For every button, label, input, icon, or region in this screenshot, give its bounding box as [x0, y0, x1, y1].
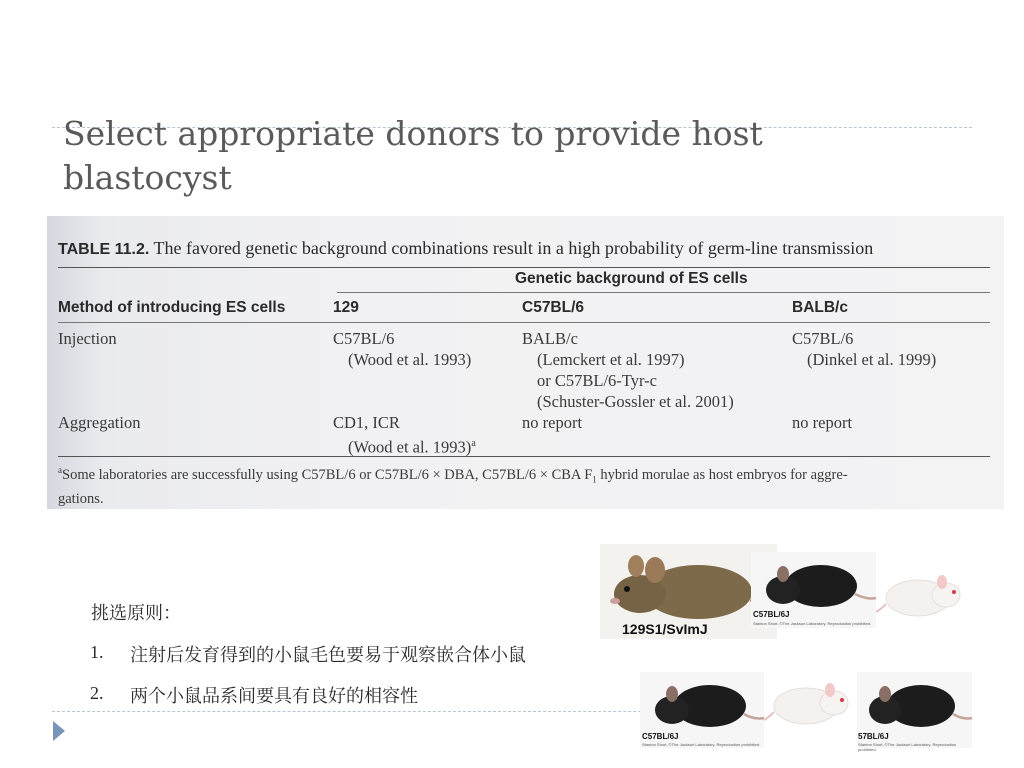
- table-cell: C57BL/6: [792, 329, 854, 348]
- principle-number: 2.: [90, 683, 104, 703]
- table-group-header: Genetic background of ES cells: [515, 270, 748, 287]
- mouse-photo-b6-bottom-left: [640, 672, 764, 748]
- principles-heading: 挑选原则：: [91, 603, 181, 624]
- table-cell: no report: [522, 413, 583, 432]
- table-cell: no report: [792, 413, 853, 432]
- mouse-photo-albino-top: [876, 568, 969, 628]
- table-cell-text: (Wood et al. 1993): [348, 437, 472, 457]
- footnote-subscript: 1: [592, 474, 597, 485]
- table-method-injection: Injection: [58, 329, 117, 348]
- footnote-marker: a: [471, 438, 476, 449]
- mouse-photo-b6-top: [751, 552, 876, 628]
- footnote-marker: a: [58, 465, 62, 475]
- principle-number: 1.: [90, 642, 104, 662]
- table-cell: CD1, ICR: [333, 413, 400, 432]
- mouse-photo-b6-bottom-right: [857, 672, 972, 752]
- table-method-aggregation: Aggregation: [58, 413, 141, 432]
- table-top-rule: [58, 267, 990, 268]
- footnote-text-line2: gations.: [58, 490, 104, 507]
- mouse-photo-albino-bottom: [764, 676, 857, 736]
- photo-credit: Stanton Short, ©The Jackson Laboratory. Reproduction prohibited.: [642, 742, 761, 747]
- table-figure: [47, 216, 1004, 509]
- principle-text: 注射后发育得到的小鼠毛色要易于观察嵌合体小鼠: [130, 645, 526, 666]
- slide-title: Select appropriate donors to provide host blastocyst: [63, 114, 763, 197]
- table-cell: (Wood et al. 1993): [348, 350, 472, 369]
- table-caption-text: The favored genetic background combinations result in a high probability of germ-line transmission: [153, 238, 874, 258]
- photo-credit: Stanton Short, ©The Jackson Laboratory. Reproduction prohibited.: [753, 621, 872, 626]
- table-caption: [58, 238, 873, 259]
- white-mouse-icon: [876, 568, 969, 628]
- table-col-balbc: BALB/c: [792, 299, 848, 316]
- table-col-c57bl6: C57BL/6: [522, 299, 585, 316]
- photo-label: C57BL/6J: [753, 610, 790, 619]
- table-row-header: Method of introducing ES cells: [58, 299, 286, 316]
- table-cell: or C57BL/6-Tyr-c: [537, 371, 657, 390]
- table-cell: [348, 433, 476, 458]
- slide-nav-arrow-icon: [53, 721, 65, 741]
- footnote-text-end: hybrid morulae as host embryos for aggre-: [596, 466, 848, 483]
- white-mouse-icon: [764, 676, 857, 736]
- table-bottom-rule: [58, 456, 990, 457]
- table-group-rule: [337, 292, 990, 293]
- table-footnote: [58, 461, 993, 509]
- footnote-text: Some laboratories are successfully using C57BL/6 or C57BL/6 × DBA, C57BL/6 × CBA F: [62, 466, 593, 483]
- table-cell: (Dinkel et al. 1999): [807, 350, 937, 369]
- table-caption-number: TABLE 11.2.: [58, 241, 150, 258]
- photo-label: C57BL/6J: [642, 732, 679, 741]
- principle-text: 两个小鼠品系间要具有良好的相容性: [130, 686, 418, 707]
- table-header-rule: [58, 322, 990, 323]
- table-cell: C57BL/6: [333, 329, 395, 348]
- table-cell: (Schuster-Gossler et al. 2001): [537, 392, 734, 411]
- photo-label: 129S1/SvImJ: [622, 621, 708, 637]
- table-col-129: 129: [333, 299, 359, 316]
- table-cell: (Lemckert et al. 1997): [537, 350, 685, 369]
- photo-credit: Stanton Short, ©The Jackson Laboratory. Reproduction prohibited.: [858, 742, 957, 752]
- table-cell: BALB/c: [522, 329, 578, 348]
- photo-label: 57BL/6J: [858, 732, 889, 741]
